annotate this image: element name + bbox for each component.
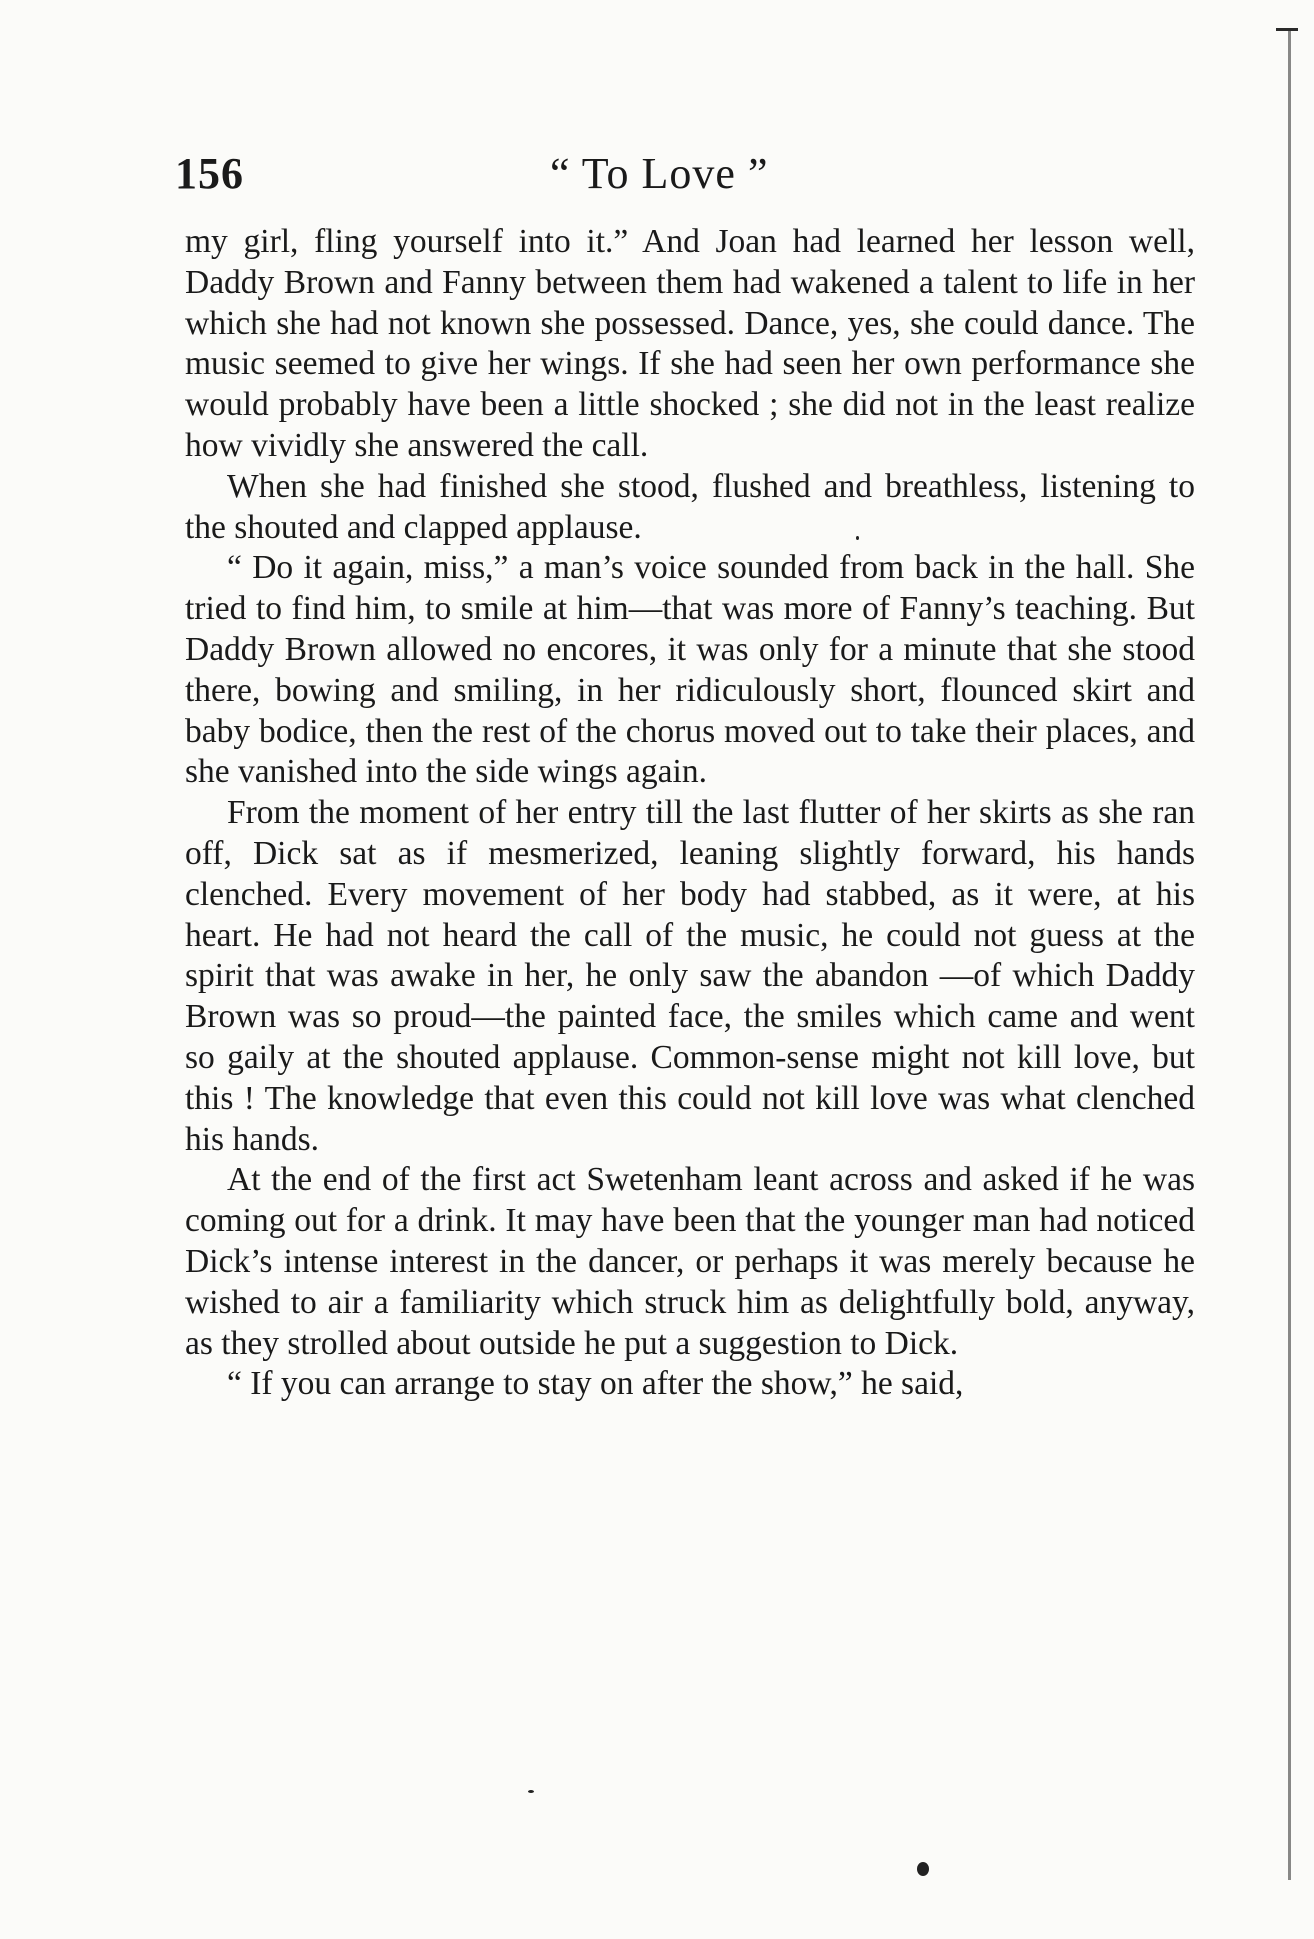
page-number: 156 [175,149,244,198]
page-edge-tick [1276,28,1298,31]
running-head [175,148,1075,208]
running-title: “ To Love ” [550,149,769,198]
ink-speck [528,1790,534,1793]
paragraph: When she had finished she stood, flushed and breathless, listening to the shouted and clapped applause. [185,467,1195,546]
ink-speck [917,1862,929,1876]
paragraph: At the end of the first act Swetenham leant across and asked if he was coming out for a drink. It may have been that the younger man had noticed Dick’s intense interest in the dancer, or perhaps it was merely because he wished to air a familiarity which struck him as delightfully bold, anyway, as they strolled about outside he put a suggestion to Dick. [185,1161,1195,1362]
ink-speck [856,536,859,540]
page-edge-shadow [1288,30,1291,1880]
paragraph-continued: my girl, fling yourself into it.” And Joan had learned her lesson well, Daddy Brown and Fanny between them had wakened a talent to life in her which she had not known she possessed. Dance, yes, she could dance. The music seemed to give her wings. If she had seen her own performance she would probably have been a little shocked ; she did not in the least realize how vividly she answered the call. [185,223,1195,464]
paragraph: “ Do it again, miss,” a man’s voice sounded from back in the hall. She tried to find him, to smile at him—that was more of Fanny’s teaching. But Daddy Brown allowed no encores, it was only for a minute that she stood there, bowing and smiling, in her ridiculously short, flounced skirt and baby bodice, then the rest of the chorus moved out to take their places, and she vanished into the side wings again. [185,549,1195,791]
paragraph: “ If you can arrange to stay on after the show,” he said, [227,1365,964,1403]
body-text [185,222,1195,1405]
paragraph: From the moment of her entry till the last flutter of her skirts as she ran off, Dick sat as if mesmerized, leaning slightly forward, his hands clenched. Every movement of her body had stabbed, as it were, at his heart. He had not heard the call of the music, he could not guess at the spirit that was awake in her, he only saw the abandon —of which Daddy Brown was so proud—the painted face, the smiles which came and went so gaily at the shouted applause. Common-sense might not kill love, but this ! The knowledge that even this could not kill love was what clenched his hands. [185,794,1195,1158]
